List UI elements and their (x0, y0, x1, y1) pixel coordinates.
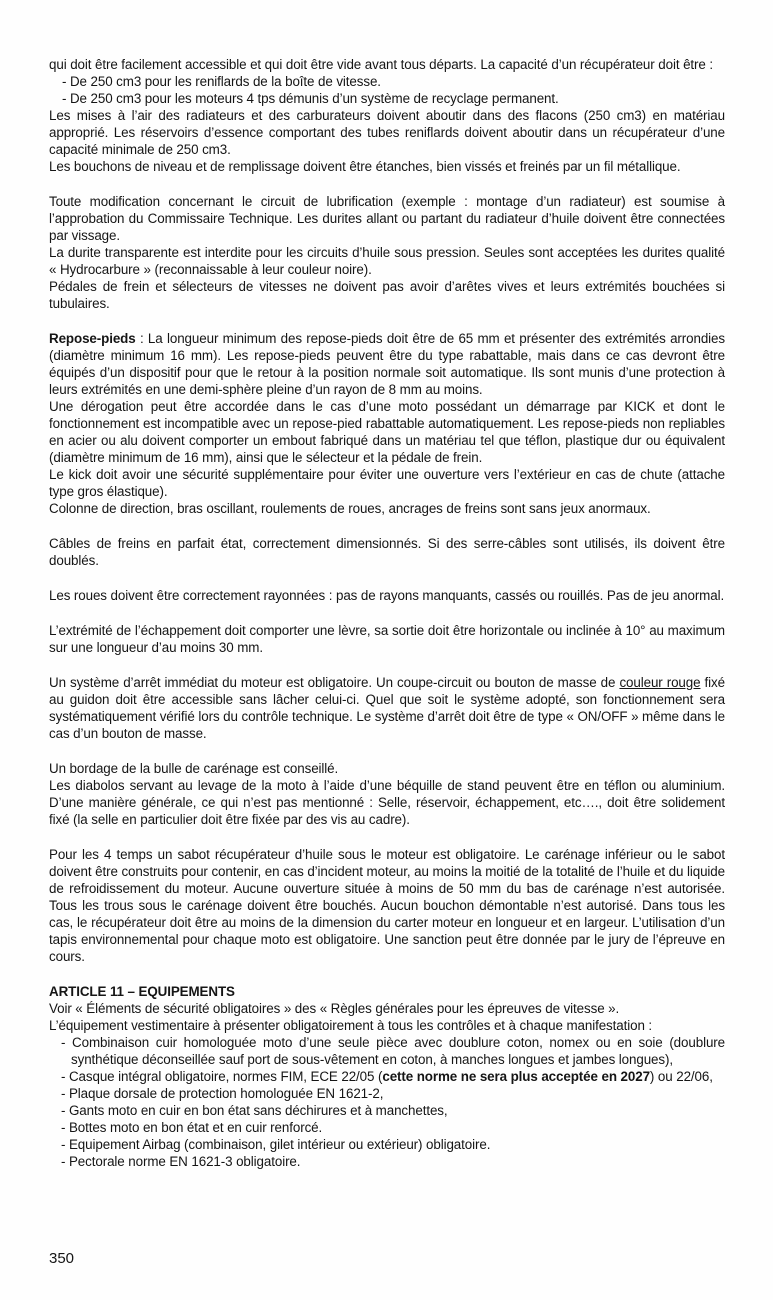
paragraph (49, 1017, 725, 1034)
page-number: 350 (49, 1250, 75, 1267)
list-item (61, 1153, 725, 1170)
text-run: Colonne de direction, bras oscillant, roulements de roues, ancrages de freins sont sans jeux anormaux. (49, 501, 651, 516)
paragraph-spacer (49, 312, 725, 330)
paragraph (49, 674, 725, 742)
list-item (61, 1119, 725, 1136)
list-item (61, 1136, 725, 1153)
text-run: - De 250 cm3 pour les reniflards de la boîte de vitesse. (62, 74, 381, 89)
text-run: cette norme ne sera plus acceptée en 2027 (382, 1069, 650, 1084)
document-body (49, 56, 725, 1170)
paragraph (49, 846, 725, 965)
text-run: Le kick doit avoir une sécurité supplémentaire pour éviter une ouverture vers l’extérieur en cas de chute (attache type gros élastique). (49, 467, 725, 499)
text-run: Câbles de freins en parfait état, correctement dimensionnés. Si des serre-câbles sont utilisés, ils doivent être doublés. (49, 536, 725, 568)
paragraph (49, 330, 725, 398)
text-run: Pour les 4 temps un sabot récupérateur d’huile sous le moteur est obligatoire. Le carénage inférieur ou le sabot doivent être construits pour contenir, en cas d’incident moteur, au moins la moitié de la totalité de l’huile et du liquide de refroidissement du moteur. Aucune ouverture située à moins de 50 mm du bas de carénage n’est autorisée. Tous les trous sous le carénage doivent être bouchés. Aucun bouchon démontable n’est autorisé. Dans tous les cas, le récupérateur doit être au moins de la dimension du carter moteur en longueur et en largeur. L’utilisation d’un tapis environnemental pour chaque moto est obligatoire. Une sanction peut être donnée par le jury de l’épreuve en cours. (49, 847, 725, 964)
text-run: - Plaque dorsale de protection homologuée EN 1621-2, (61, 1086, 384, 1101)
paragraph (49, 500, 725, 517)
paragraph-spacer (49, 175, 725, 193)
text-run: La durite transparente est interdite pour les circuits d’huile sous pression. Seules sont acceptées les durites qualité « Hydrocarbure » (reconnaissable à leur couleur noire). (49, 245, 725, 277)
section-heading (49, 983, 725, 1000)
text-run: L’extrémité de l’échappement doit comporter une lèvre, sa sortie doit être horizontale ou inclinée à 10° au maximum sur une longueur d’au moins 30 mm. (49, 623, 725, 655)
text-run: Les roues doivent être correctement rayonnées : pas de rayons manquants, cassés ou rouillés. Pas de jeu anormal. (49, 588, 725, 603)
text-run: Voir « Éléments de sécurité obligatoires » des « Règles générales pour les épreuves de vitesse ». (49, 1001, 620, 1016)
paragraph (49, 398, 725, 466)
paragraph (49, 622, 725, 656)
paragraph (49, 466, 725, 500)
text-run: Repose-pieds (49, 331, 136, 346)
text-run: - Casque intégral obligatoire, normes FIM, ECE 22/05 ( (61, 1069, 383, 1084)
paragraph-spacer (49, 656, 725, 674)
list-item (61, 1085, 725, 1102)
text-run: : La longueur minimum des repose-pieds doit être de 65 mm et présenter des extrémités arrondies (diamètre minimum 16 mm). Les repose-pieds peuvent être du type rabattable, mais dans ce cas devront être équipés d’un dispositif pour que le retour à la position normale soit automatique. Ils sont munis d’une protection à leurs extrémités en une demi-sphère pleine d’un rayon de 8 mm au moins. (49, 331, 725, 397)
paragraph (49, 56, 725, 73)
paragraph (49, 107, 725, 158)
paragraph (49, 535, 725, 569)
text-run: L’équipement vestimentaire à présenter obligatoirement à tous les contrôles et à chaque manifestation : (49, 1018, 653, 1033)
text-run: Un bordage de la bulle de carénage est conseillé. (49, 761, 339, 776)
text-run: Un système d’arrêt immédiat du moteur est obligatoire. Un coupe-circuit ou bouton de masse de (49, 675, 620, 690)
paragraph-spacer (49, 569, 725, 587)
text-run: - Gants moto en cuir en bon état sans déchirures et à manchettes, (61, 1103, 448, 1118)
text-run: couleur rouge (619, 675, 701, 690)
list-item (62, 73, 725, 90)
text-run: Toute modification concernant le circuit de lubrification (exemple : montage d’un radiateur) est soumise à l’approbation du Commissaire Technique. Les durites allant ou partant du radiateur d’huile doivent être connectées par vissage. (49, 194, 725, 243)
paragraph-spacer (49, 828, 725, 846)
paragraph-spacer (49, 965, 725, 983)
paragraph (49, 760, 725, 777)
text-run: Les mises à l’air des radiateurs et des carburateurs doivent aboutir dans des flacons (250 cm3) en matériau approprié. Les réservoirs d’essence comportant des tubes reniflards doivent aboutir dans un récupérateur d’une capacité minimale de 250 cm3. (49, 108, 725, 157)
paragraph-spacer (49, 517, 725, 535)
list-item (61, 1102, 725, 1119)
paragraph (49, 193, 725, 244)
text-run: fixé au guidon doit être accessible sans lâcher celui-ci. Quel que soit le système adopté, son fonctionnement sera systématiquement vérifié lors du contrôle technique. Le système d’arrêt doit être de type « ON/OFF » même dans le cas d’un bouton de masse. (49, 675, 725, 741)
paragraph (49, 278, 725, 312)
paragraph-spacer (49, 742, 725, 760)
list-item (62, 90, 725, 107)
text-run: - Combinaison cuir homologuée moto d’une seule pièce avec doublure coton, nomex ou en soie (doublure synthétique déconseillée sauf port de sous-vêtement en coton, à manches longues et jambes longues), (61, 1035, 725, 1067)
text-run: ARTICLE 11 – EQUIPEMENTS (49, 984, 235, 999)
paragraph (49, 244, 725, 278)
text-run: Pédales de frein et sélecteurs de vitesses ne doivent pas avoir d’arêtes vives et leurs extrémités bouchées si tubulaires. (49, 279, 725, 311)
text-run: ) ou 22/06, (649, 1069, 713, 1084)
paragraph-spacer (49, 604, 725, 622)
paragraph (49, 1000, 725, 1017)
paragraph (49, 158, 725, 175)
text-run: - De 250 cm3 pour les moteurs 4 tps démunis d’un système de recyclage permanent. (62, 91, 559, 106)
list-item (61, 1068, 725, 1085)
text-run: Les bouchons de niveau et de remplissage doivent être étanches, bien vissés et freinés par un fil métallique. (49, 159, 681, 174)
text-run: - Bottes moto en bon état et en cuir renforcé. (61, 1120, 323, 1135)
text-run: - Equipement Airbag (combinaison, gilet intérieur ou extérieur) obligatoire. (61, 1137, 491, 1152)
text-run: qui doit être facilement accessible et qui doit être vide avant tous départs. La capacité d’un récupérateur doit être : (49, 57, 713, 72)
list-item (61, 1034, 725, 1068)
text-run: Une dérogation peut être accordée dans le cas d’une moto possédant un démarrage par KICK et dont le fonctionnement est incompatible avec un repose-pied rabattable automatiquement. Les repose-pieds non repliables en acier ou alu doivent comporter un embout fabriqué dans un matériau tel que téflon, plastique dur ou équivalent (diamètre minimum de 16 mm), ainsi que le sélecteur et la pédale de frein. (49, 399, 725, 465)
paragraph (49, 777, 725, 828)
text-run: - Pectorale norme EN 1621-3 obligatoire. (61, 1154, 301, 1169)
paragraph (49, 587, 725, 604)
text-run: Les diabolos servant au levage de la moto à l’aide d’une béquille de stand peuvent être en téflon ou aluminium. D’une manière générale, ce qui n’est pas mentionné : Selle, réservoir, échappement, etc…., doit être solidement fixé (la selle en particulier doit être fixée par des vis au cadre). (49, 778, 725, 827)
